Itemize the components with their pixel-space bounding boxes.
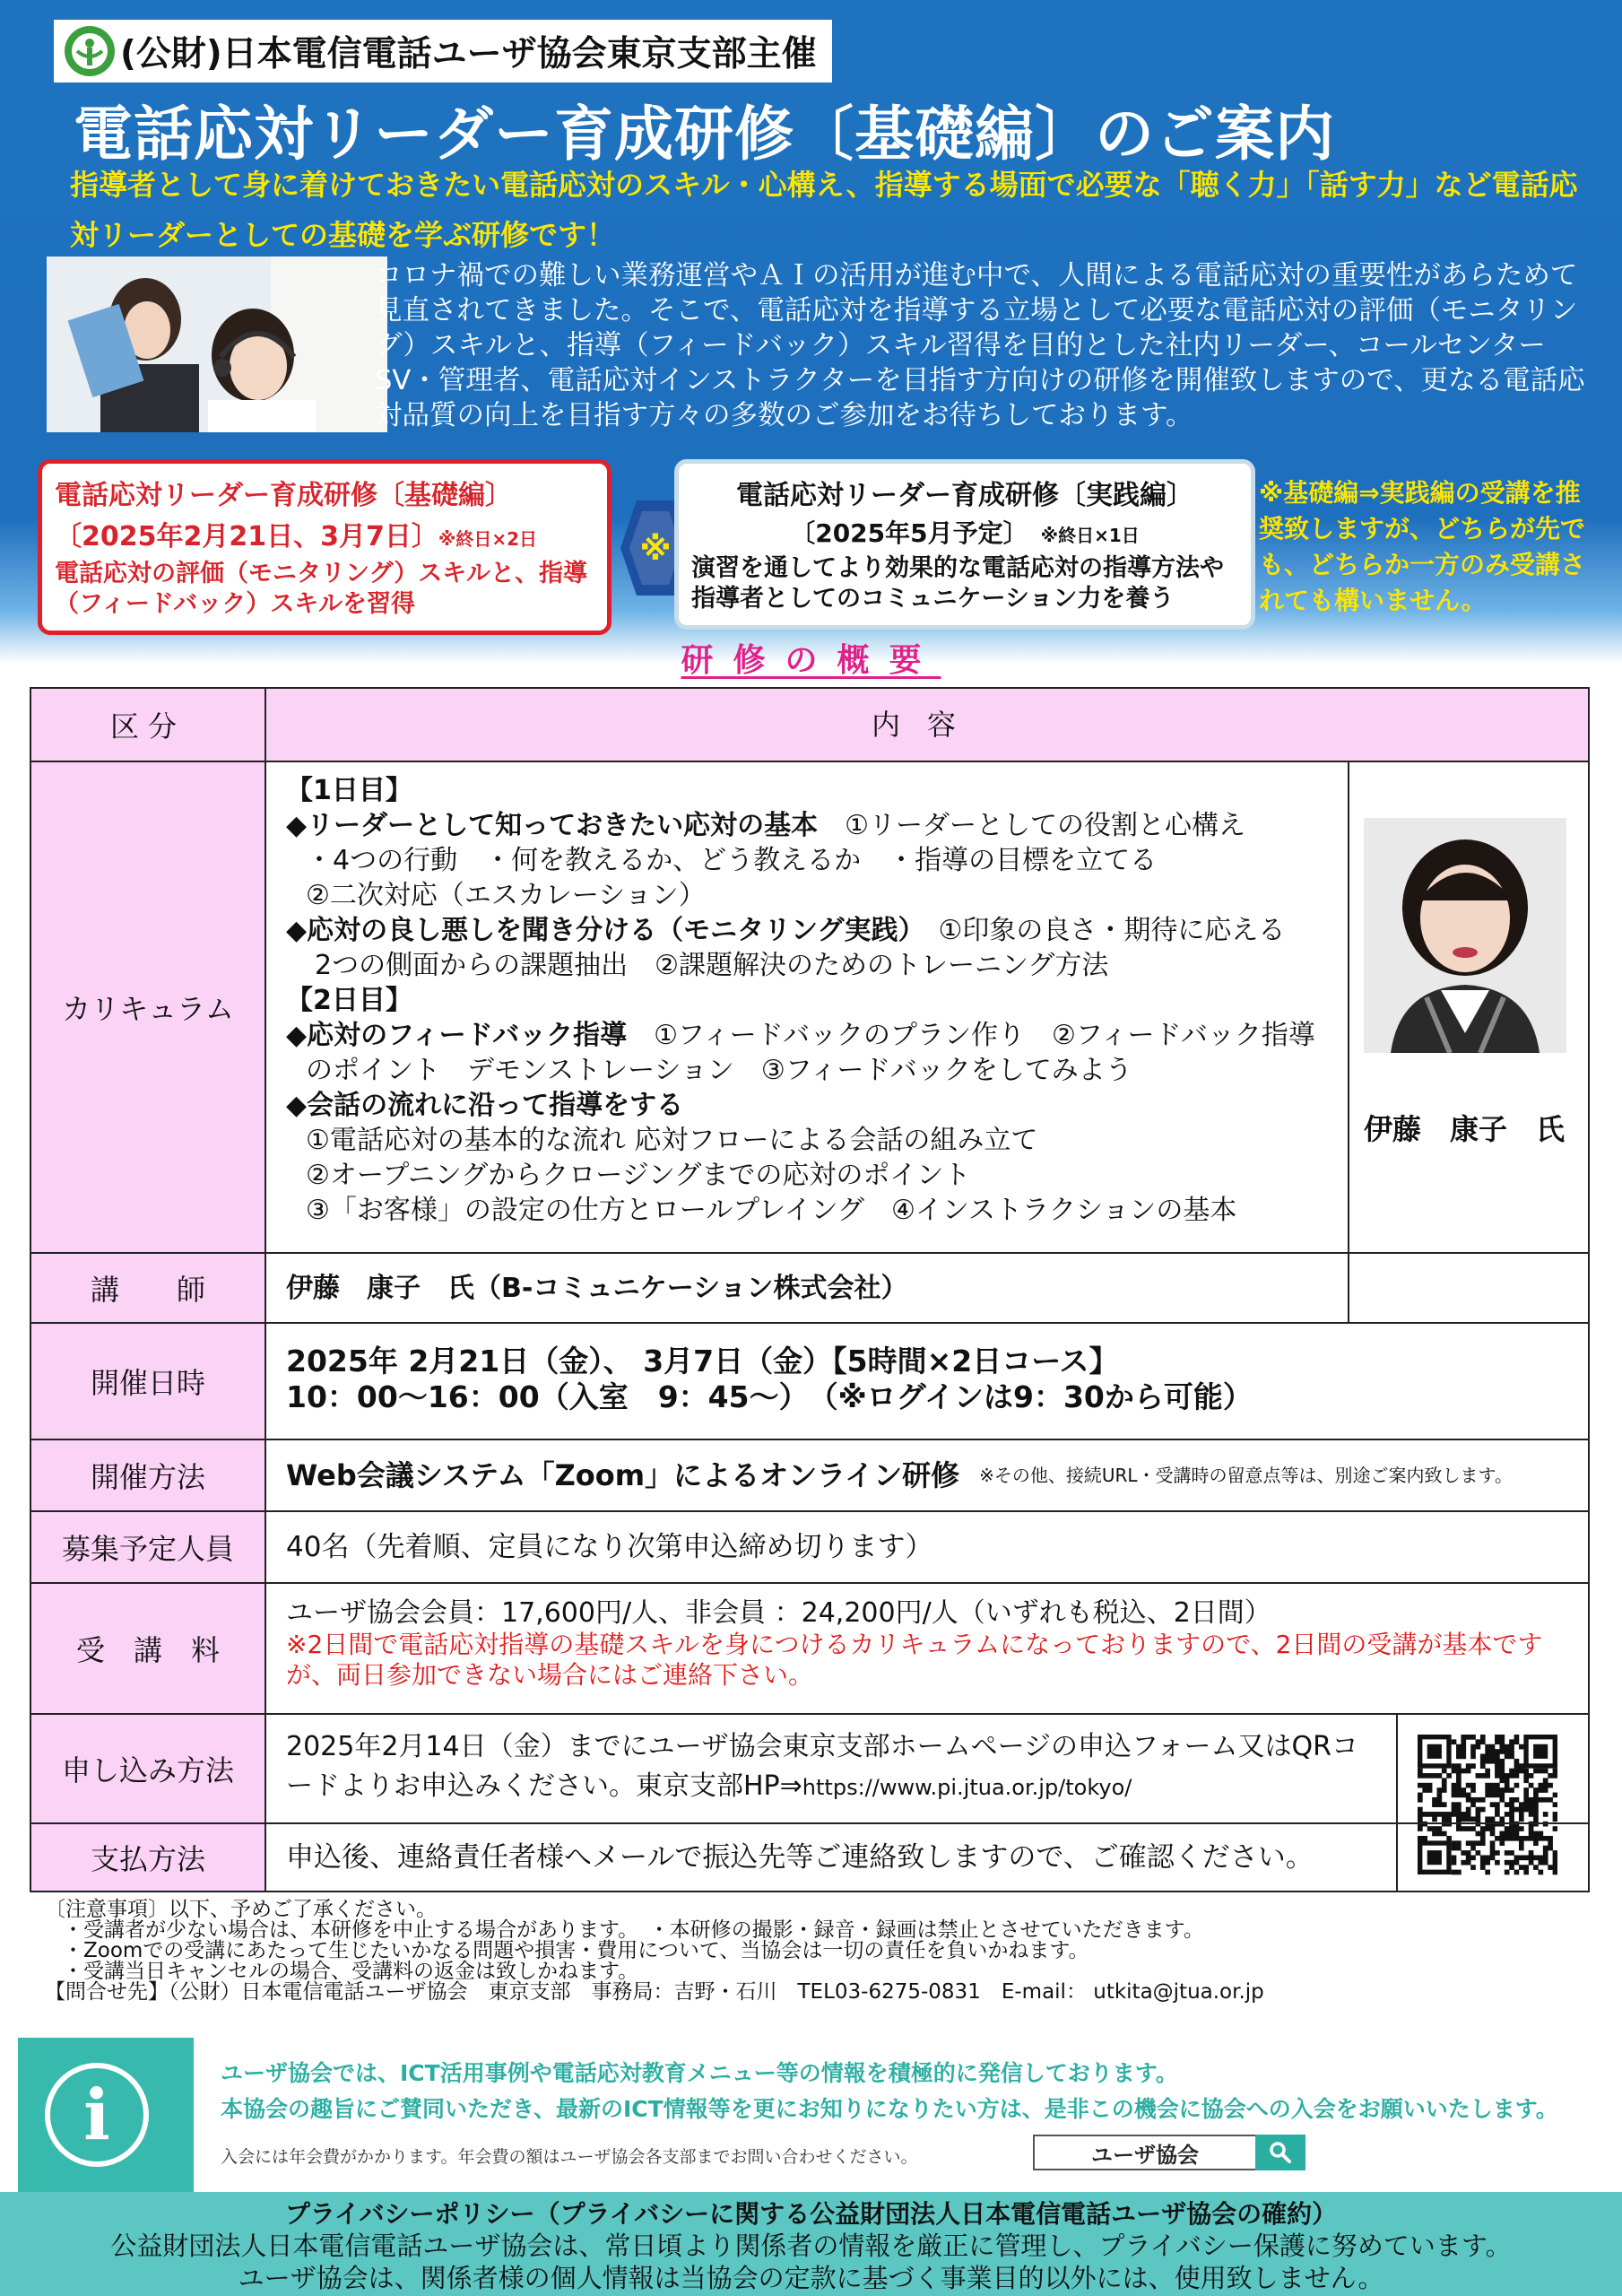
- lecturer-row: [31, 1252, 1588, 1322]
- intro-text: コロナ禍での難しい業務運営やＡＩの活用が進む中で、人間による電話応対の重要性があらためて見直されてきました。そこで、電話応対を指導する立場として必要な電話応対の評価（モニタリング）スキルと、指導（フィードバック）スキル習得を目的とした社内リーダー、コールセンターSV・管理者、電話応対インストラクターを目指す方向けの研修を開催致しますので、更なる電話応対品質の向上を目指す方々の多数のご参加をお待ちしております。: [375, 260, 1585, 431]
- apply-row: [31, 1713, 1588, 1822]
- fee-line1: ユーザ協会会員：17,600円/人、非会員 ：24,200円/人（いずれも税込、2日間）: [286, 1597, 1271, 1629]
- day2-topic1-title: ◆応対のフィードバック指導: [286, 1020, 628, 1051]
- practice-course-desc: 演習を通してより効果的な電話応対の指導方法や指導者としてのコミュニケーション力を養う: [691, 554, 1224, 613]
- day2-topic1-line1: のポイント デモンストレーション ③フィードバックをしてみよう: [306, 1055, 1132, 1086]
- org-logo-icon: [65, 26, 115, 76]
- info-line2: 本協会の趣旨にご賛同いただき、最新のICT情報等を更にお知りになりたい方は、是非この機会に協会への入会をお願いいたします。: [221, 2096, 1558, 2122]
- capacity-row: [31, 1510, 1588, 1582]
- day1-topic1-line2: ②二次対応（エスカレーション）: [306, 880, 706, 911]
- info-panel: [194, 2038, 1605, 2192]
- apply-content: [266, 1715, 1398, 1822]
- organizer-box: [54, 20, 832, 83]
- day1-topic1-tail: ①リーダーとしての役割と心構え: [845, 810, 1245, 841]
- day1-topic1: [286, 808, 1328, 843]
- basic-course-desc: 電話応対の評価（モニタリング）スキルと、指導（フィードバック）スキルを習得: [55, 560, 587, 618]
- overview-table: [30, 687, 1590, 1892]
- method-value: Web会議システム「Zoom」によるオンライン研修: [286, 1457, 960, 1492]
- privacy-title: プライバシーポリシー（プライバシーに関する公益財団法人日本電信電話ユーザ協会の確約）: [284, 2199, 1338, 2229]
- lecturer-photo-name: 伊藤 康子 氏: [1364, 1112, 1566, 1146]
- note-item: ・受講者が少ない場合は、本研修を中止する場合があります。 ・本研修の撮影・録音・録画は禁止とさせていただきます。: [63, 1918, 1204, 1942]
- date-content: [266, 1324, 1588, 1439]
- day2-topic1-tail: ①フィードバックのプラン作り ②フィードバック指導: [654, 1020, 1315, 1051]
- privacy-section: [0, 2192, 1622, 2296]
- fee-label: 受 講 料: [31, 1584, 266, 1713]
- day2-topic2-line2: ②オープニングからクロージングまでの応対のポイント: [306, 1160, 971, 1191]
- day2-topic2-title: ◆会話の流れに沿って指導をする: [286, 1090, 684, 1121]
- curriculum-content: [266, 762, 1349, 1252]
- practice-dates-note: ※終日×1日: [1040, 525, 1140, 546]
- method-label: 開催方法: [31, 1440, 266, 1510]
- day1-topic2-tail: ①印象の良さ・期待に応える: [938, 915, 1286, 946]
- basic-course-box: [38, 459, 612, 635]
- day1-topic1-title: ◆リーダーとして知っておきたい応対の基本: [286, 810, 819, 841]
- day1-topic2: [286, 913, 1328, 948]
- qr-cell-continuation: [1398, 1824, 1588, 1891]
- curriculum-row: [31, 761, 1588, 1252]
- day2-topic2-line1: ①電話応対の基本的な流れ 応対フローによる会話の組み立て: [306, 1125, 1038, 1156]
- info-line1: ユーザ協会では、ICT活用事例や電話応対教育メニュー等の情報を積極的に発信しております。: [221, 2060, 1178, 2086]
- practice-course-title: 電話応対リーダー育成研修〔実践編〕: [736, 480, 1193, 511]
- lecturer-value: 伊藤 康子 氏（B-コミュニケーション株式会社）: [266, 1254, 1349, 1322]
- method-content: [266, 1440, 1588, 1510]
- basic-course-dates: [55, 514, 594, 553]
- day1-heading: 【1日目】: [286, 775, 412, 806]
- notes-section: [45, 1900, 1587, 2003]
- payment-row: [31, 1822, 1588, 1891]
- note-item: ・Zoomでの受講にあたって生じたいかなる問題や損害・費用について、当協会は一切の責任を負いかねます。: [63, 1939, 1089, 1962]
- privacy-line2: ユーザ協会は、関係者様の個人情報は当協会の定款に基づく事業目的以外には、使用致しません。: [238, 2263, 1384, 2293]
- lecturer-photo-cell: [1349, 762, 1588, 1252]
- privacy-line1: 公益財団法人日本電信電話ユーザ協会は、常日頃より関係者の情報を厳正に管理し、プライバシー保護に努めています。: [110, 2231, 1512, 2261]
- contact-info: 【問合せ先】（公財）日本電信電話ユーザ協会 東京支部 事務局：吉野・石川 TEL03-6275-0831 E-mail： utkita@jtua.or.jp: [45, 1980, 1264, 2004]
- basic-dates-text: 〔2025年2月21日、3月7日〕: [55, 521, 438, 552]
- day1-topic2-title: ◆応対の良し悪しを聞き分ける（モニタリング実践）: [286, 915, 912, 946]
- header-banner: [0, 0, 1622, 664]
- info-line3: 入会には年会費がかかります。年会費の額はユーザ協会各支部までお問い合わせください。: [221, 2147, 918, 2167]
- fee-warning: ※2日間で電話応対指導の基礎スキルを身につけるカリキュラムになっておりますので、2日間の受講が基本ですが、両日参加できない場合にはご連絡下さい。: [286, 1630, 1543, 1690]
- notes-heading: 〔注意事項〕以下、予めご了承ください。: [45, 1898, 437, 1921]
- organizer-text: (公財)日本電信電話ユーザ協会東京支部主催: [120, 34, 817, 74]
- info-icon: i: [45, 2063, 149, 2167]
- fee-row: [31, 1582, 1588, 1713]
- method-row: [31, 1439, 1588, 1510]
- qr-cell: [1398, 1715, 1588, 1822]
- practice-course-box: [674, 459, 1255, 630]
- overview-title: 研修の概要: [681, 642, 941, 679]
- note-item: ・受講当日キャンセルの場合、受講料の返金は致しかねます。: [63, 1960, 639, 1983]
- apply-url-link[interactable]: https://www.pi.jtua.or.jp/tokyo/: [802, 1775, 1132, 1800]
- capacity-value: 40名（先着順、定員になり次第申込締め切ります）: [286, 1530, 933, 1563]
- recommend-note: ※基礎編⇒実践編の受講を推奨致しますが、どちらが先でも、どちらか一方のみ受講されても構いません。: [1259, 478, 1586, 615]
- method-note: ※その他、接続URL・受講時の留意点等は、別途ご案内致します。: [979, 1464, 1513, 1486]
- payment-value: 申込後、連絡責任者様へメールで振込先等ご連絡致しますので、ご確認ください。: [266, 1824, 1398, 1891]
- page-title: 電話応対リーダー育成研修〔基礎編〕のご案内: [74, 100, 1335, 169]
- practice-course-dates: [691, 514, 1238, 550]
- lecturer-label: 講 師: [31, 1254, 266, 1322]
- apply-text: 2025年2月14日（金）までにユーザ協会東京支部ホームページの申込フォーム又はQRコードよりお申込みください。東京支部HP⇒: [286, 1731, 1358, 1802]
- info-banner: [18, 2038, 1605, 2192]
- lecturer-photo-continuation: [1349, 1254, 1588, 1322]
- search-button[interactable]: [1255, 2135, 1305, 2170]
- day1-topic1-line1: ・4つの行動 ・何を教えるか、どう教えるか ・指導の目標を立てる: [306, 845, 1158, 876]
- day2-heading: 【2日目】: [286, 985, 412, 1016]
- arrow-mark: ※: [639, 531, 672, 568]
- date-row: [31, 1322, 1588, 1439]
- date-line1: 2025年 2月21日（金）、 3月7日（金）【5時間×2日コース】: [286, 1344, 1119, 1378]
- day1-topic2-line1: 2つの側面からの課題抽出 ②課題解決のためのトレーニング方法: [315, 950, 1109, 981]
- basic-dates-note: ※終日×2日: [438, 528, 537, 550]
- date-label: 開催日時: [31, 1324, 266, 1439]
- day2-topic2-line3: ③「お客様」の設定の仕方とロールプレイング ④インストラクションの基本: [306, 1195, 1237, 1226]
- day2-topic1: [286, 1018, 1328, 1053]
- fee-content: [266, 1584, 1588, 1713]
- search-icon: [1268, 2140, 1293, 2165]
- subtitle: 指導者として身に着けておきたい電話応対のスキル・心構え、指導する場面で必要な「聴く力」「話す力」など電話応対リーダーとしての基礎を学ぶ研修です！: [70, 168, 1578, 252]
- apply-label: 申し込み方法: [31, 1715, 266, 1822]
- header-label-category: 区分: [31, 689, 266, 761]
- date-line2: 10：00～16：00（入室 9：45～） （※ログインは9：30から可能）: [286, 1379, 1253, 1414]
- lecturer-photo: [1364, 818, 1566, 1053]
- curriculum-label: カリキュラム: [31, 762, 266, 1252]
- payment-label: 支払方法: [31, 1824, 266, 1891]
- capacity-label: 募集予定人員: [31, 1512, 266, 1582]
- header-label-content: 内容: [266, 689, 1588, 761]
- search-input[interactable]: ユーザ協会: [1033, 2135, 1257, 2170]
- table-header-row: [31, 689, 1588, 761]
- practice-dates-text: 〔2025年5月予定〕: [790, 518, 1016, 548]
- operator-photo: [47, 257, 387, 432]
- basic-course-title: 電話応対リーダー育成研修〔基礎編〕: [55, 480, 512, 511]
